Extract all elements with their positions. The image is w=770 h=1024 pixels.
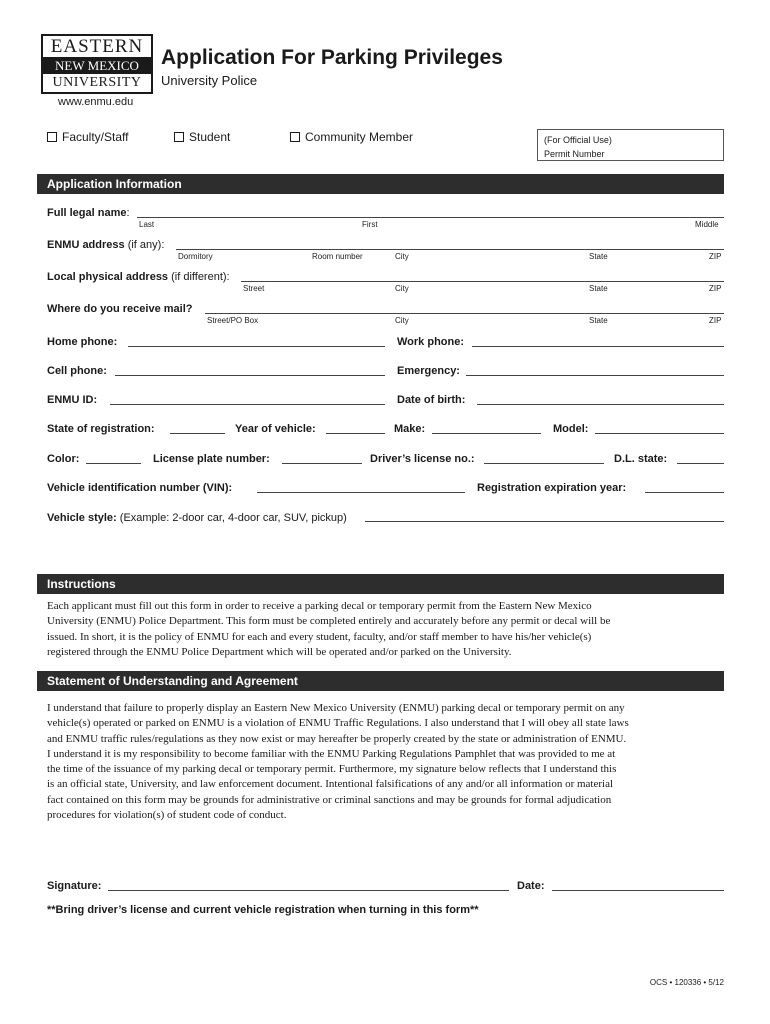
sub-dormitory: Dormitory: [178, 252, 213, 261]
section-header-instructions: Instructions: [37, 574, 724, 594]
official-use-box: [537, 129, 724, 161]
vehicle-style-field[interactable]: [365, 521, 724, 522]
checkbox-label: Faculty/Staff: [62, 130, 129, 144]
local-address-field[interactable]: [241, 281, 724, 282]
statement-line: the time of the issuance of my parking decal or temporary permit. Furthermore, my signature below reflects that I understand this: [47, 763, 617, 776]
full-name-label: [47, 207, 130, 219]
license-plate-field[interactable]: [282, 463, 362, 464]
registration-expiration-field[interactable]: [645, 492, 724, 493]
statement-line: I understand it is my responsibility to become familiar with the ENMU Parking Regulations Pamphlet that was provided to me at: [47, 747, 616, 760]
vehicle-style-label-text: Vehicle style:: [47, 512, 117, 524]
section-header-statement: Statement of Understanding and Agreement: [37, 671, 724, 691]
emergency-label: Emergency:: [397, 365, 460, 377]
date-of-birth-label: Date of birth:: [397, 394, 466, 406]
emergency-field[interactable]: [466, 375, 724, 376]
vin-label: Vehicle identification number (VIN):: [47, 482, 233, 494]
make-label: Make:: [394, 423, 426, 435]
statement-line: vehicle(s) operated or parked on ENMU is a violation of ENMU Traffic Regulations. I also understand that I will obey all state laws: [47, 717, 629, 730]
checkbox-square-icon[interactable]: [174, 132, 184, 142]
cell-phone-label: Cell phone:: [47, 365, 107, 377]
vehicle-style-label: [47, 512, 347, 524]
date-label: Date:: [517, 880, 545, 892]
sub-zip: ZIP: [709, 252, 722, 261]
state-registration-field[interactable]: [170, 433, 225, 434]
enmu-address-label-text: ENMU address: [47, 239, 125, 251]
full-name-field[interactable]: [137, 217, 724, 218]
enmu-address-note: (if any):: [124, 239, 165, 251]
instructions-line: Each applicant must fill out this form in order to receive a parking decal or temporary permit from the Eastern New Mexico: [47, 600, 592, 612]
sub-room-number: Room number: [312, 252, 363, 261]
vehicle-style-example: (Example: 2-door car, 4-door car, SUV, pickup): [116, 512, 347, 524]
state-registration-label: State of registration:: [47, 423, 155, 435]
logo-line-1: EASTERN: [50, 36, 144, 57]
enmu-address-field[interactable]: [176, 249, 724, 250]
enmu-logo: [41, 34, 153, 94]
make-field[interactable]: [432, 433, 541, 434]
color-field[interactable]: [86, 463, 141, 464]
drivers-license-field[interactable]: [484, 463, 604, 464]
full-name-label-text: Full legal name: [47, 207, 127, 219]
enmu-id-label: ENMU ID:: [47, 394, 98, 406]
instructions-line: registered through the ENMU Police Department which will be operated and/or parked on the University.: [47, 645, 512, 658]
local-address-note: (if different):: [168, 271, 230, 283]
license-plate-label: License plate number:: [153, 453, 270, 465]
statement-paragraph: [47, 701, 727, 823]
color-label: Color:: [47, 453, 80, 465]
model-label: Model:: [553, 423, 589, 435]
work-phone-field[interactable]: [472, 346, 724, 347]
full-name-colon: :: [126, 207, 130, 219]
statement-line: is an official state, University, and law enforcement document. Intentional falsifications of any and/or all information or material: [47, 778, 614, 791]
local-address-label: [47, 271, 230, 283]
instructions-line: issued. In short, it is the policy of ENMU for each and every student, faculty, and/or staff member to have his/her vehicle(s): [47, 630, 592, 643]
home-phone-field[interactable]: [128, 346, 385, 347]
date-of-birth-field[interactable]: [477, 404, 724, 405]
drivers-license-label: Driver’s license no.:: [370, 453, 475, 465]
statement-line: fact contained on this form may be grounds for administrative or criminal sanctions and may be grounds for formal adjudication: [47, 793, 612, 806]
sub-zip: ZIP: [709, 284, 722, 293]
logo-line-2: NEW MEXICO: [43, 57, 151, 74]
instructions-line: University (ENMU) Police Department. This form must be completed entirely and accurately before any permit or decal will be: [47, 615, 611, 628]
sub-state: State: [589, 284, 608, 293]
reminder-text: **Bring driver’s license and current vehicle registration when turning in this form**: [47, 904, 479, 916]
sub-first: First: [362, 220, 378, 229]
checkbox-faculty-staff[interactable]: [47, 130, 128, 144]
sub-street: Street: [243, 284, 265, 293]
official-use-label: (For Official Use): [544, 135, 612, 145]
form-title: Application For Parking Privileges: [161, 46, 503, 69]
checkbox-community-member[interactable]: [290, 130, 413, 144]
instructions-paragraph: [47, 599, 727, 660]
section-header-application: Application Information: [37, 174, 724, 194]
checkbox-label: Student: [189, 130, 231, 144]
date-field[interactable]: [552, 890, 724, 891]
footer-code: OCS • 120336 • 5/12: [649, 978, 724, 987]
signature-label: Signature:: [47, 880, 102, 892]
logo-line-3: UNIVERSITY: [52, 75, 142, 90]
checkbox-student[interactable]: [174, 130, 230, 144]
checkbox-label: Community Member: [305, 130, 414, 144]
model-field[interactable]: [595, 433, 724, 434]
sub-street-po-box: Street/PO Box: [207, 316, 259, 325]
permit-number-label: Permit Number: [544, 149, 605, 159]
sub-middle: Middle: [695, 220, 719, 229]
website-link[interactable]: www.enmu.edu: [58, 96, 134, 108]
dl-state-field[interactable]: [677, 463, 724, 464]
work-phone-label: Work phone:: [397, 336, 465, 348]
year-vehicle-label: Year of vehicle:: [235, 423, 316, 435]
enmu-id-field[interactable]: [110, 404, 385, 405]
mail-address-label: Where do you receive mail?: [47, 303, 193, 315]
dl-state-label: D.L. state:: [614, 453, 668, 465]
vin-field[interactable]: [257, 492, 465, 493]
sub-zip: ZIP: [709, 316, 722, 325]
statement-line: I understand that failure to properly display an Eastern New Mexico University (ENMU) parking decal or temporary permit on any: [47, 702, 625, 714]
checkbox-square-icon[interactable]: [290, 132, 300, 142]
cell-phone-field[interactable]: [115, 375, 385, 376]
sub-state: State: [589, 316, 608, 325]
statement-line: and ENMU traffic rules/regulations as they now exist or may hereafter be properly created by the state or administration of ENMU.: [47, 732, 627, 745]
sub-city: City: [395, 252, 409, 261]
form-subtitle: University Police: [161, 73, 258, 88]
enmu-address-label: [47, 239, 164, 251]
statement-line: procedures for violation(s) of student code of conduct.: [47, 809, 287, 822]
sub-state: State: [589, 252, 608, 261]
home-phone-label: Home phone:: [47, 336, 118, 348]
registration-expiration-label: Registration expiration year:: [477, 482, 627, 494]
signature-field[interactable]: [108, 890, 509, 891]
sub-city: City: [395, 316, 409, 325]
local-address-label-text: Local physical address: [47, 271, 169, 283]
sub-city: City: [395, 284, 409, 293]
year-vehicle-field[interactable]: [326, 433, 385, 434]
sub-last: Last: [139, 220, 155, 229]
checkbox-square-icon[interactable]: [47, 132, 57, 142]
mail-address-field[interactable]: [205, 313, 724, 314]
